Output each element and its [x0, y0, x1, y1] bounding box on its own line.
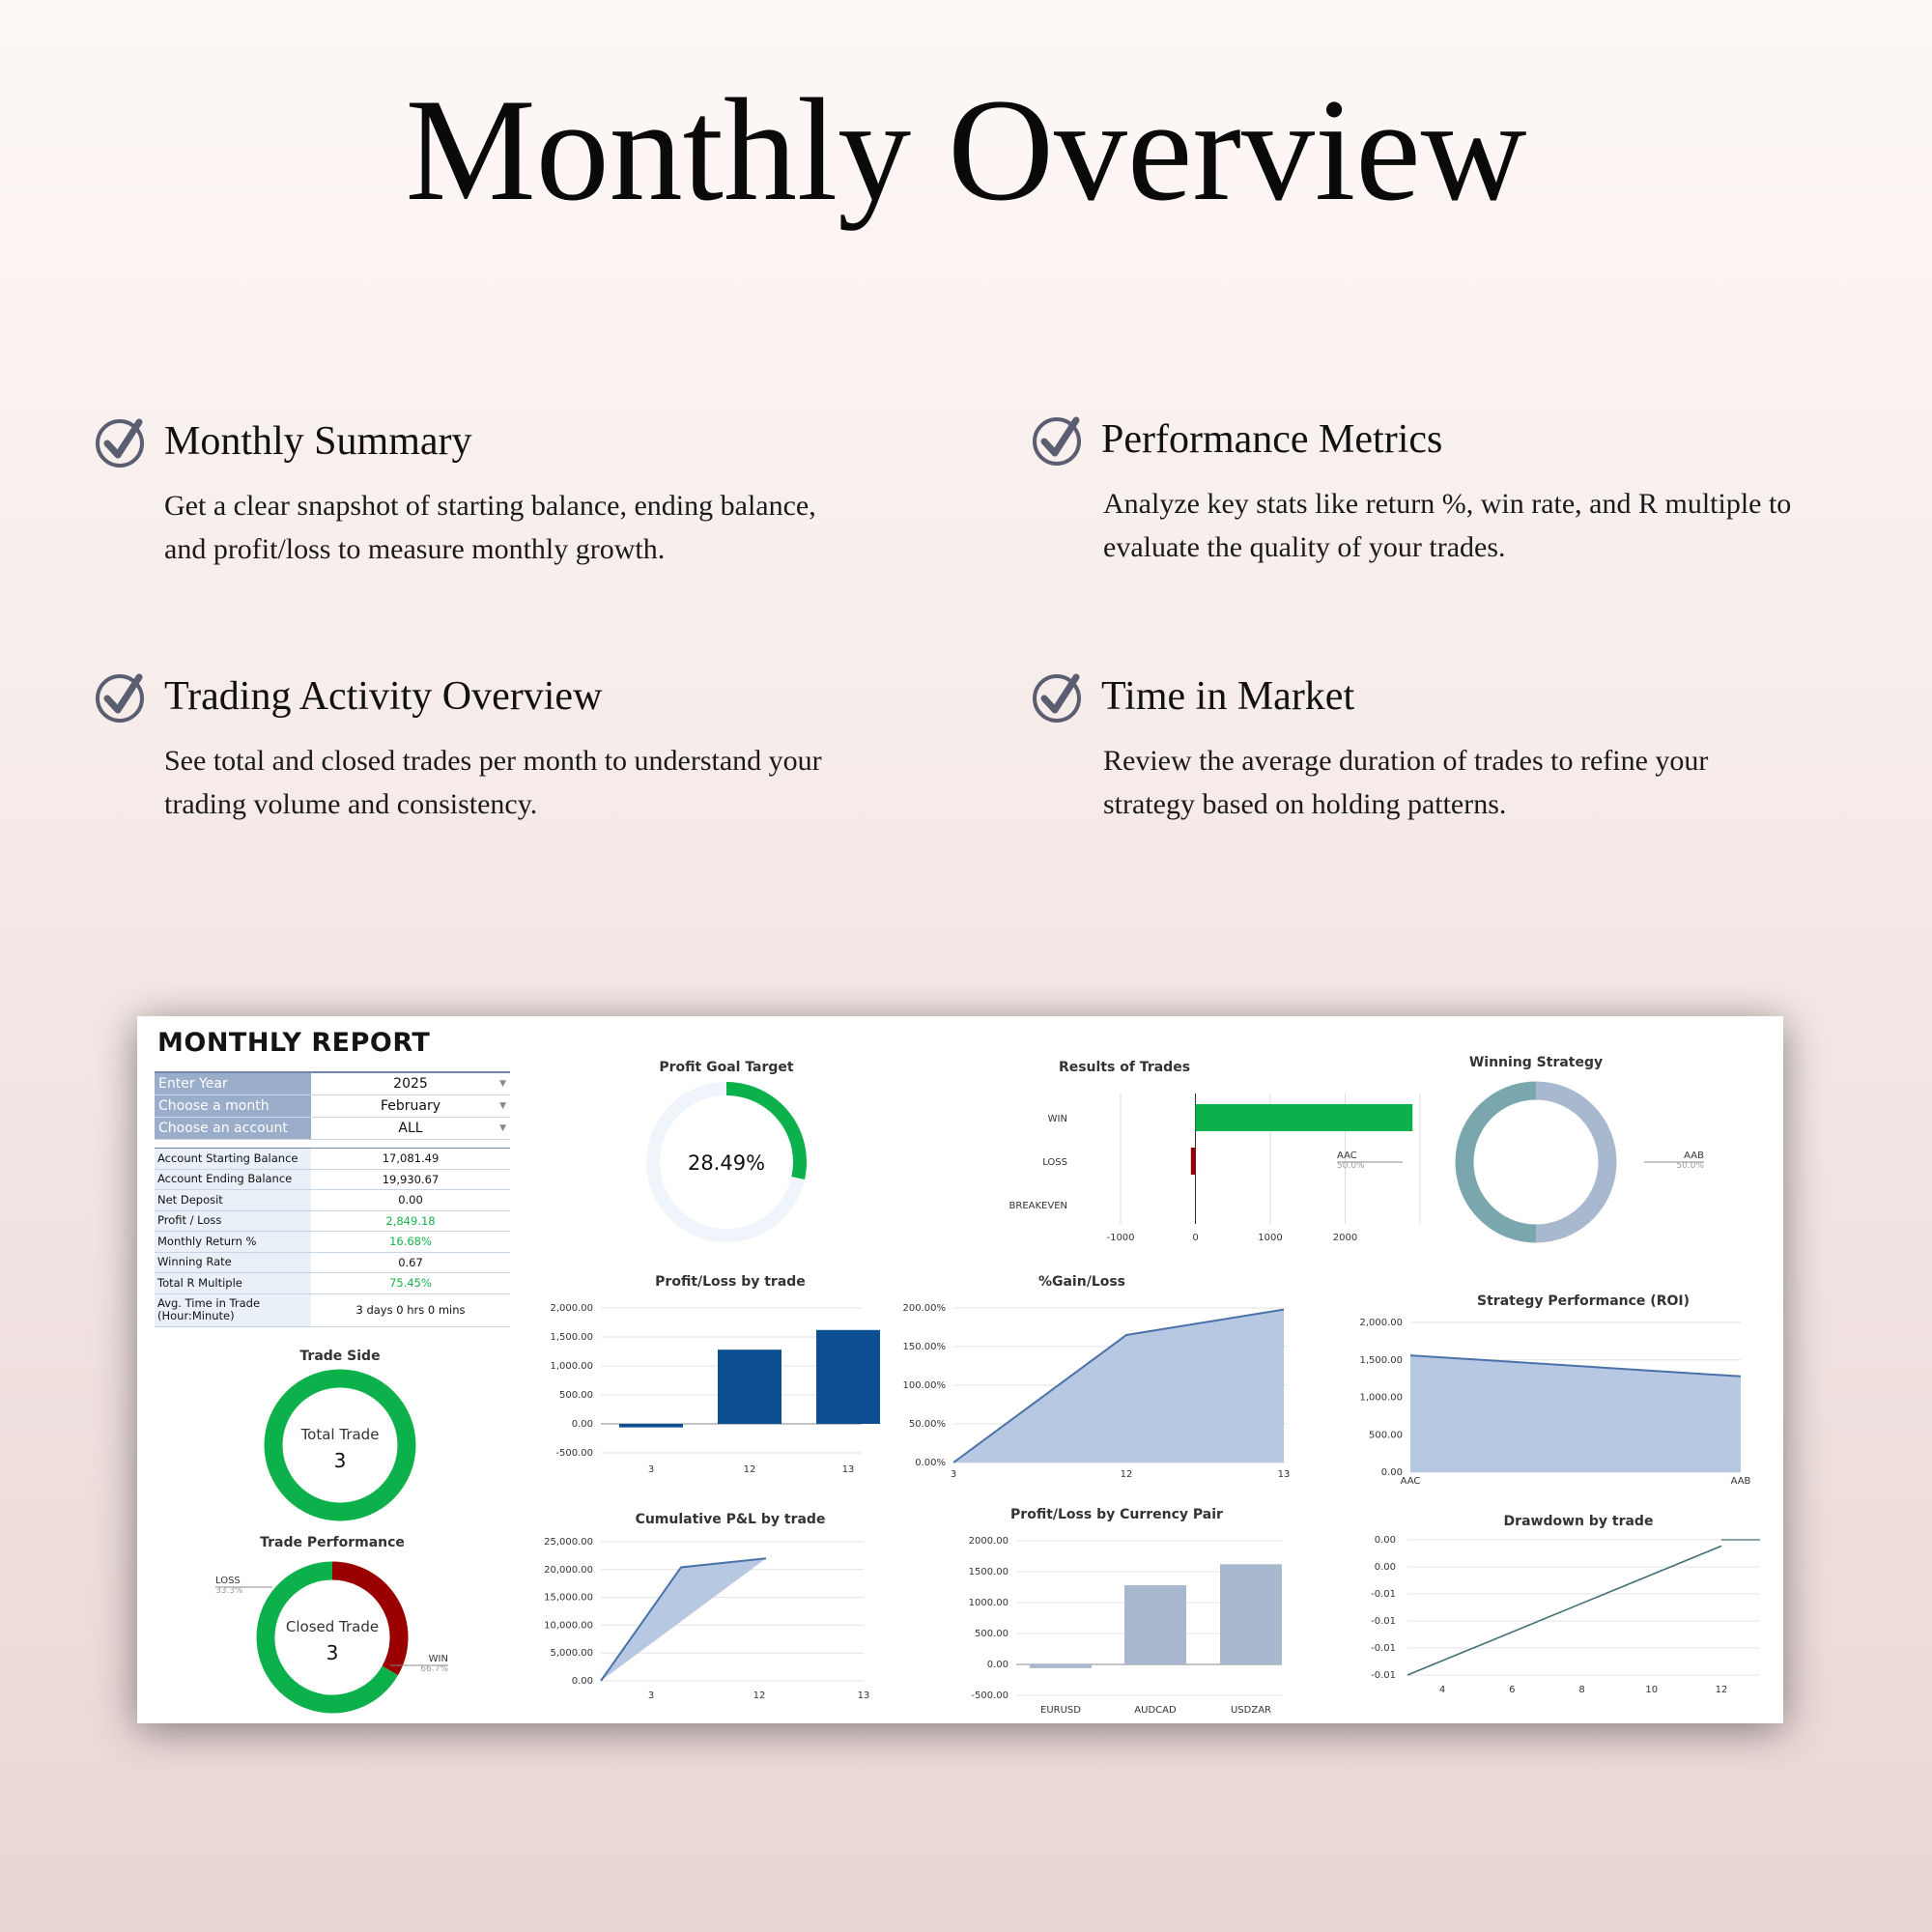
report-title: MONTHLY REPORT	[157, 1028, 431, 1058]
metric-row	[155, 1211, 510, 1233]
checkmark-icon	[95, 669, 149, 724]
metric-label: Net Deposit	[155, 1190, 311, 1210]
tick-label: 1,500.00	[550, 1332, 593, 1343]
area-fill	[953, 1310, 1284, 1463]
tick-label: 15,000.00	[544, 1592, 593, 1604]
monthly-report-panel	[137, 1016, 1783, 1723]
tick-label: 8	[1578, 1685, 1585, 1695]
chart-title: Winning Strategy	[1468, 1055, 1604, 1070]
selector-label: Choose an account	[155, 1118, 311, 1139]
metric-label: Account Starting Balance	[155, 1149, 311, 1169]
category-label: 12	[753, 1690, 766, 1701]
chart-title: Results of Trades	[1058, 1060, 1191, 1075]
category-label: USDZAR	[1230, 1705, 1272, 1716]
legend-label: AAB	[1684, 1151, 1704, 1161]
metric-value: 0.67	[398, 1255, 423, 1269]
feature-description: Review the average duration of trades to refine your strategy based on holding patterns.	[1103, 745, 1709, 820]
strategy-roi-chart	[1354, 1289, 1770, 1496]
trade-side-chart	[234, 1345, 446, 1523]
metric-row	[155, 1149, 510, 1170]
category-label: EURUSD	[1040, 1705, 1081, 1716]
metric-value: 2,849.18	[385, 1213, 436, 1228]
account-selector[interactable]	[155, 1118, 510, 1140]
tick-label: -0.01	[1371, 1670, 1396, 1681]
month-select[interactable]: February ▼	[311, 1095, 510, 1117]
metric-label: Avg. Time in Trade (Hour:Minute)	[155, 1294, 311, 1326]
metric-row	[155, 1294, 510, 1327]
tick-label: 4	[1438, 1685, 1446, 1695]
tick-label: 200.00%	[902, 1303, 946, 1314]
area-fill	[601, 1558, 766, 1681]
year-select[interactable]: 2025 ▼	[311, 1073, 510, 1094]
tick-label: 2,000.00	[1359, 1318, 1403, 1328]
metric-row	[155, 1273, 510, 1294]
month-selector[interactable]	[155, 1095, 510, 1118]
tick-label: 500.00	[559, 1390, 593, 1401]
gain-loss-chart	[902, 1269, 1325, 1482]
feature-description: See total and closed trades per month to understand your trading volume and consistency.	[164, 745, 822, 820]
tick-label: 5,000.00	[550, 1648, 593, 1660]
metric-row	[155, 1190, 510, 1211]
tick-label: 12	[1715, 1685, 1728, 1695]
winning-strategy-chart	[1325, 1049, 1712, 1242]
category-label: 13	[1277, 1469, 1291, 1480]
tick-label: -0.01	[1371, 1616, 1396, 1627]
account-select[interactable]: ALL ▼	[311, 1118, 510, 1139]
tick-label: 500.00	[975, 1629, 1009, 1639]
chart-title: Profit/Loss by Currency Pair	[1010, 1507, 1223, 1522]
category-label: BREAKEVEN	[1009, 1201, 1067, 1211]
tick-label: 2000	[1332, 1233, 1358, 1243]
category-label: 3	[647, 1690, 655, 1701]
chart-title: Profit/Loss by trade	[655, 1274, 806, 1290]
donut-slice	[273, 1378, 407, 1512]
checkmark-icon	[95, 414, 149, 469]
category-label: AAB	[1730, 1476, 1751, 1487]
legend-pct: 66.7%	[420, 1664, 448, 1674]
bar	[1030, 1664, 1092, 1668]
center-value: 3	[333, 1449, 347, 1472]
tick-label: 0.00	[571, 1676, 593, 1687]
metric-row	[155, 1170, 510, 1191]
feature-time-in-market	[1032, 668, 1862, 826]
category-label: 12	[1120, 1469, 1133, 1480]
tick-label: 500.00	[1369, 1430, 1403, 1441]
center-value: 28.49%	[687, 1151, 766, 1175]
legend-pct: 33.3%	[215, 1586, 243, 1596]
tick-label: 100.00%	[902, 1380, 946, 1391]
metric-value: 19,930.67	[382, 1172, 440, 1186]
year-selector[interactable]	[155, 1073, 510, 1095]
metric-value: 16.68%	[389, 1235, 432, 1249]
pl-by-trade-chart	[524, 1269, 891, 1482]
chart-title: Cumulative P&L by trade	[635, 1512, 826, 1527]
bar	[619, 1424, 683, 1428]
feature-title: Trading Activity Overview	[164, 674, 603, 719]
tick-label: 1,500.00	[1359, 1354, 1403, 1366]
cumulative-pl-chart	[524, 1507, 891, 1715]
metric-label: Monthly Return %	[155, 1232, 311, 1252]
bar	[718, 1350, 781, 1424]
category-label: 13	[841, 1464, 855, 1475]
legend-pct: 50.0%	[1676, 1161, 1704, 1171]
tick-label: 6	[1509, 1685, 1516, 1695]
pl-by-pair-chart	[939, 1502, 1325, 1719]
tick-label: 1500.00	[968, 1567, 1009, 1577]
tick-label: 150.00%	[902, 1342, 946, 1352]
legend-label: AAC	[1337, 1151, 1357, 1161]
tick-label: 10	[1645, 1685, 1659, 1695]
metric-row	[155, 1253, 510, 1274]
metric-label: Total R Multiple	[155, 1273, 311, 1293]
metric-value: 75.45%	[389, 1276, 432, 1291]
chart-title: Strategy Performance (ROI)	[1477, 1293, 1690, 1309]
category-label: 3	[950, 1469, 957, 1480]
series-line	[1407, 1546, 1721, 1675]
category-label: LOSS	[1042, 1157, 1067, 1168]
chart-title: Profit Goal Target	[659, 1060, 794, 1075]
selector-label: Enter Year	[155, 1073, 311, 1094]
tick-label: 0.00%	[915, 1458, 946, 1468]
checkmark-icon	[1032, 669, 1086, 724]
donut-slice	[1464, 1091, 1536, 1234]
tick-label: 0	[1192, 1233, 1199, 1243]
legend-pct: 50.0%	[1337, 1161, 1365, 1171]
tick-label: 0.00	[1374, 1562, 1396, 1573]
chevron-down-icon[interactable]: ▼	[499, 1101, 506, 1111]
feature-monthly-summary	[95, 412, 925, 571]
chart-title: Trade Performance	[260, 1535, 405, 1550]
feature-trading-activity	[95, 668, 925, 826]
center-label: Total Trade	[300, 1426, 380, 1443]
metric-value: 17,081.49	[382, 1151, 440, 1166]
tick-label: 0.00	[986, 1660, 1009, 1670]
bar	[1191, 1148, 1196, 1175]
tick-label: -0.01	[1371, 1589, 1396, 1600]
tick-label: -0.01	[1371, 1643, 1396, 1654]
category-label: 13	[857, 1690, 870, 1701]
tick-label: -500.00	[971, 1690, 1009, 1701]
category-label: AAC	[1400, 1476, 1421, 1487]
center-value: 3	[326, 1641, 339, 1664]
profit-goal-chart	[620, 1055, 833, 1248]
tick-label: 1000.00	[968, 1598, 1009, 1608]
category-label: AUDCAD	[1134, 1705, 1177, 1716]
chevron-down-icon[interactable]: ▼	[499, 1123, 506, 1133]
tick-label: 10,000.00	[544, 1620, 593, 1632]
category-label: 3	[647, 1464, 655, 1475]
metrics-table	[155, 1148, 510, 1327]
feature-title: Time in Market	[1101, 674, 1355, 719]
tick-label: 1,000.00	[550, 1361, 593, 1372]
metric-value: 0.00	[398, 1193, 423, 1208]
tick-label: 2,000.00	[550, 1303, 593, 1314]
feature-performance-metrics	[1032, 411, 1901, 569]
trade-performance-chart	[176, 1531, 466, 1719]
metric-label: Profit / Loss	[155, 1211, 311, 1232]
tick-label: 0.00	[571, 1419, 593, 1430]
bar	[816, 1330, 880, 1424]
tick-label: -500.00	[555, 1448, 593, 1459]
tick-label: 2000.00	[968, 1536, 1009, 1547]
category-label: WIN	[1047, 1114, 1067, 1124]
tick-label: -1000	[1106, 1233, 1135, 1243]
metric-row	[155, 1232, 510, 1253]
tick-label: 25,000.00	[544, 1537, 593, 1548]
metric-label: Winning Rate	[155, 1253, 311, 1273]
feature-description: Analyze key stats like return %, win rate, and R multiple to evaluate the quality of your trades.	[1103, 488, 1792, 563]
metric-label: Account Ending Balance	[155, 1170, 311, 1190]
chevron-down-icon[interactable]: ▼	[499, 1079, 506, 1089]
tick-label: 0.00	[1374, 1535, 1396, 1546]
feature-title: Performance Metrics	[1101, 417, 1443, 462]
metric-value: 3 days 0 hrs 0 mins	[355, 1303, 466, 1317]
legend-label: LOSS	[215, 1576, 241, 1586]
chart-title: Trade Side	[299, 1349, 381, 1364]
donut-slice	[1536, 1091, 1607, 1234]
center-label: Closed Trade	[285, 1618, 380, 1635]
tick-label: 20,000.00	[544, 1564, 593, 1576]
page-title: Monthly Overview	[405, 69, 1527, 231]
drawdown-chart	[1354, 1509, 1779, 1717]
filter-table	[155, 1071, 510, 1140]
legend-label: WIN	[428, 1654, 448, 1664]
feature-title: Monthly Summary	[164, 419, 472, 464]
checkmark-icon	[1032, 412, 1086, 467]
feature-description: Get a clear snapshot of starting balance, ending balance, and profit/loss to measure monthly growth.	[164, 490, 816, 565]
bar	[1220, 1564, 1282, 1664]
category-label: 12	[743, 1464, 756, 1475]
bar	[1124, 1585, 1186, 1664]
tick-label: 1000	[1258, 1233, 1283, 1243]
tick-label: 50.00%	[908, 1419, 946, 1430]
selector-label: Choose a month	[155, 1095, 311, 1117]
chart-title: %Gain/Loss	[1037, 1274, 1126, 1290]
tick-label: 1,000.00	[1359, 1392, 1403, 1404]
chart-title: Drawdown by trade	[1503, 1514, 1654, 1529]
tick-label: 0.00	[1380, 1467, 1403, 1478]
